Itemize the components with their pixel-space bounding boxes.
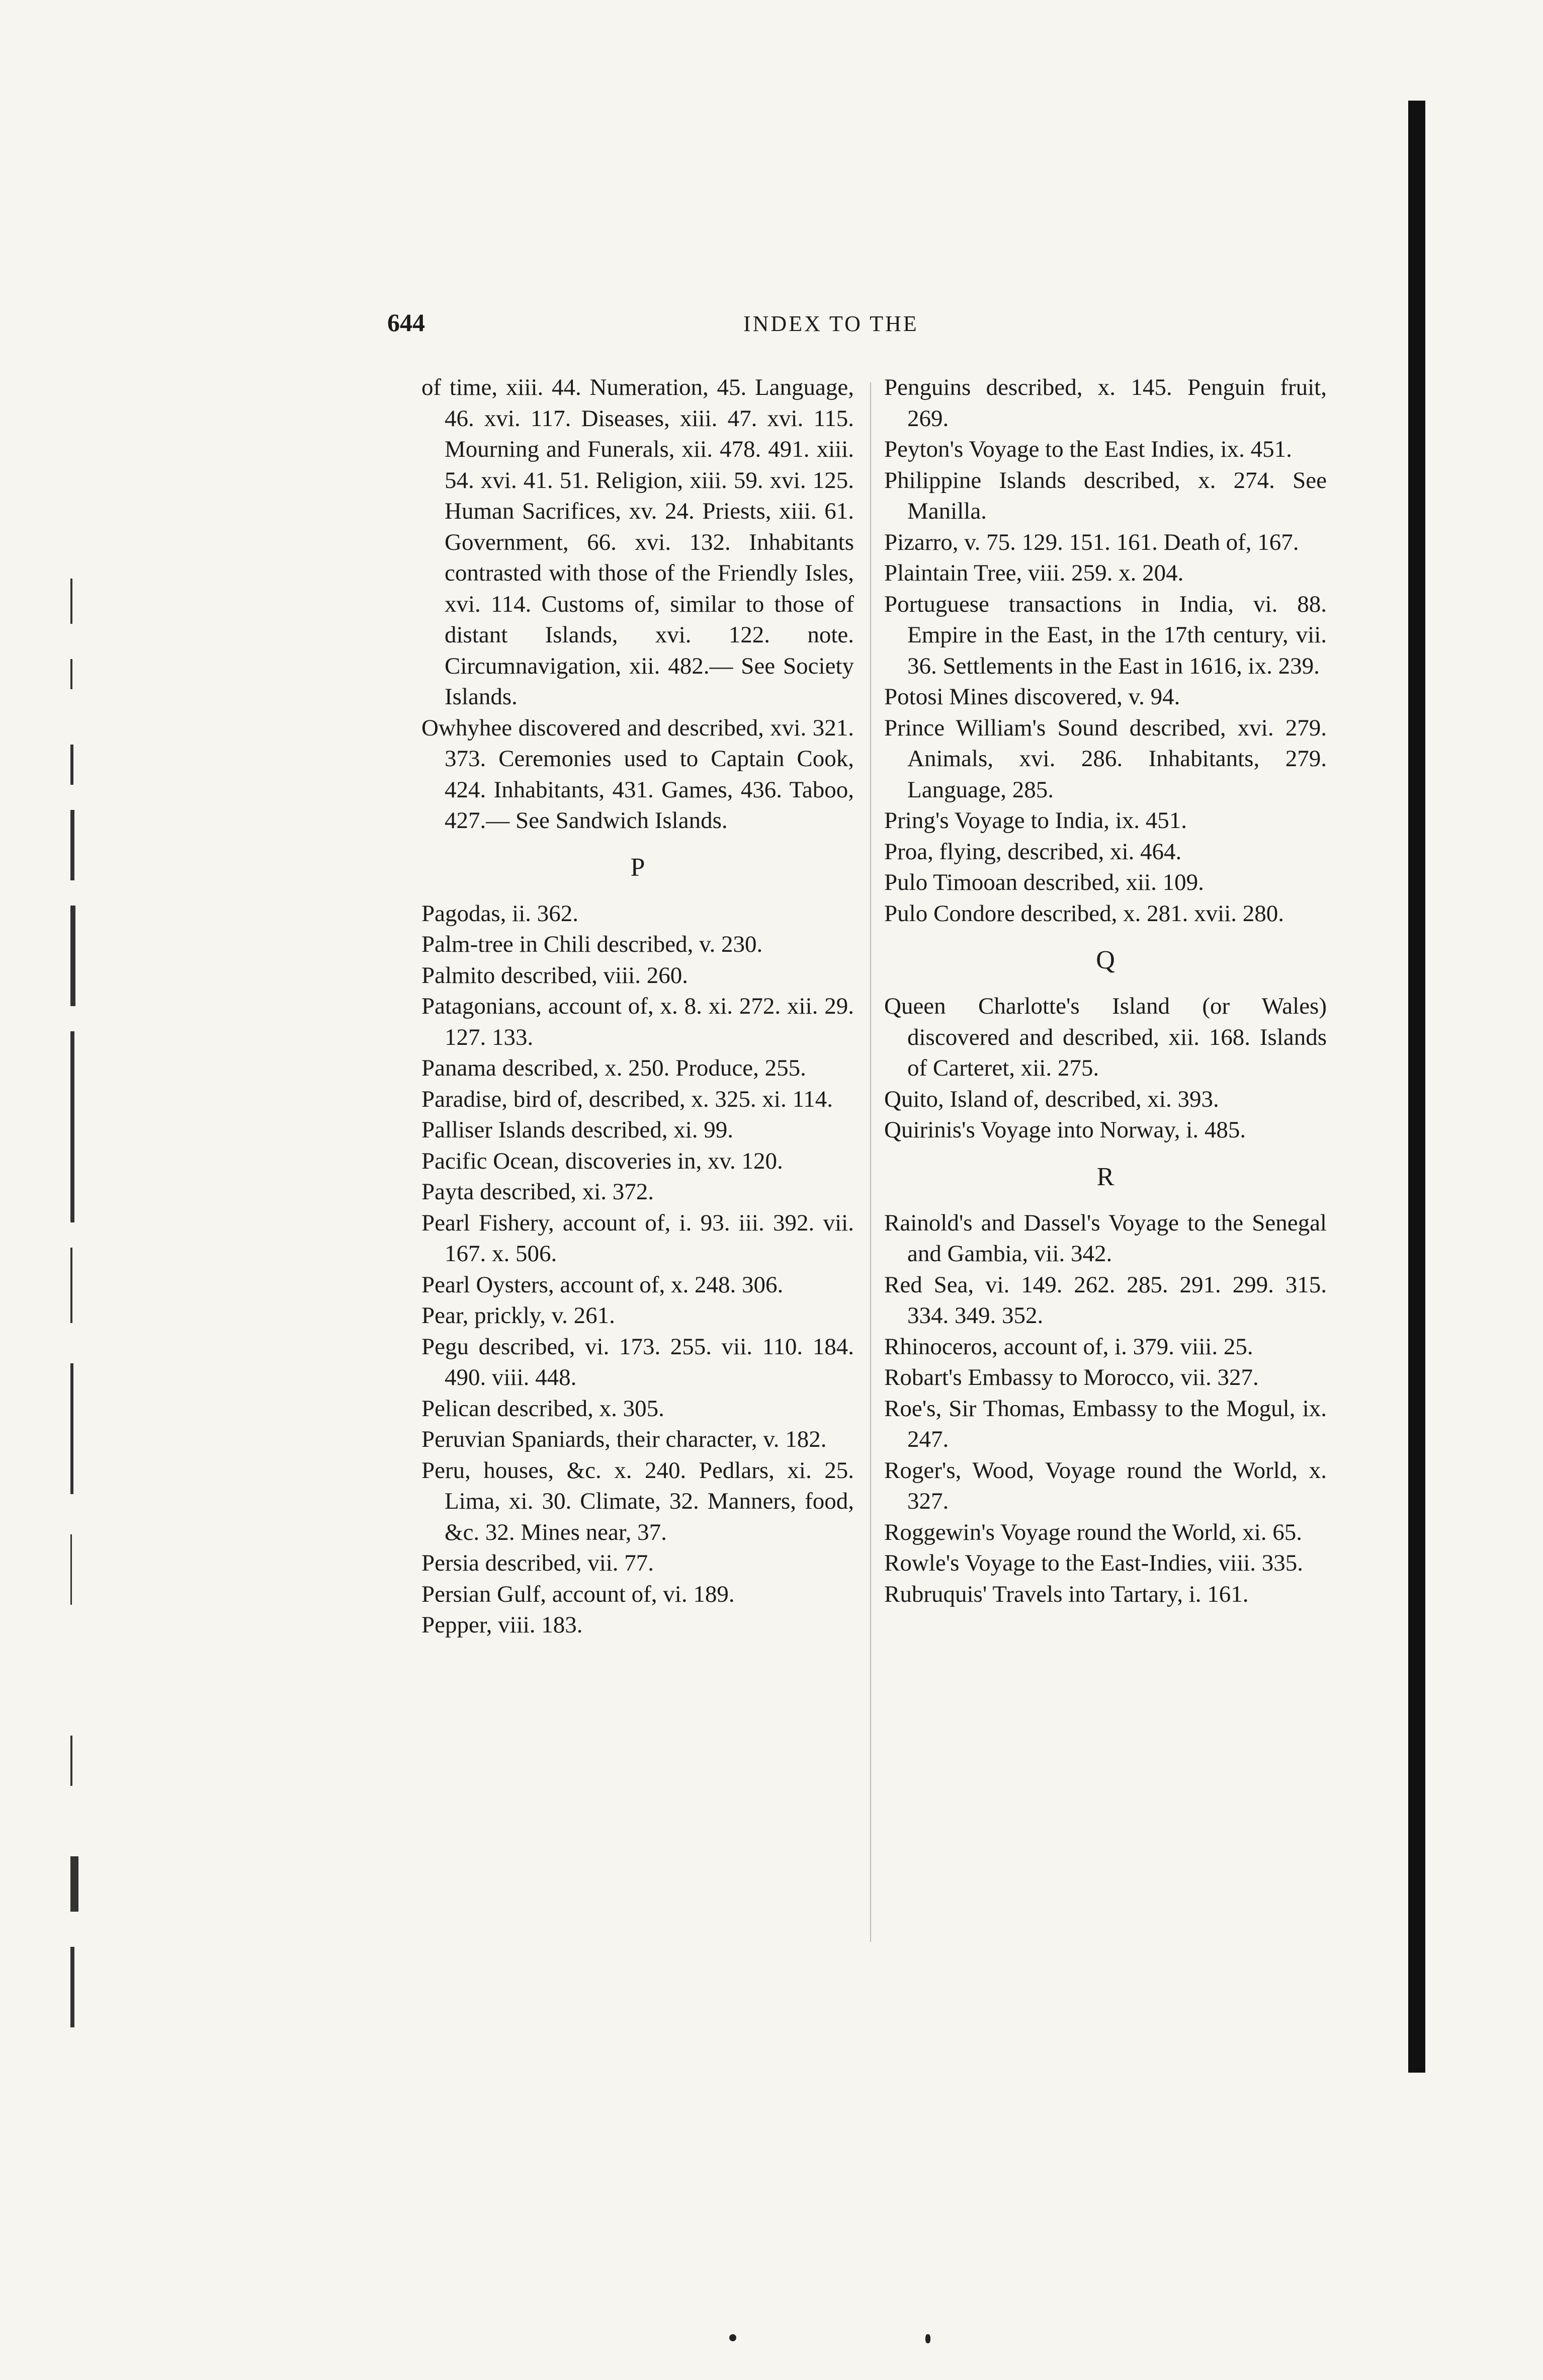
index-entry: Pearl Fishery, account of, i. 93. iii. 392. vii. 167. x. 506. bbox=[421, 1209, 854, 1267]
left-column bbox=[421, 372, 854, 1641]
running-head: INDEX TO THE bbox=[743, 311, 919, 336]
index-entry: Roger's, Wood, Voyage round the World, x. 327. bbox=[884, 1457, 1327, 1514]
index-entry: Roggewin's Voyage round the World, xi. 65. bbox=[884, 1519, 1303, 1545]
index-entry: Queen Charlotte's Island (or Wales) discovered and described, xii. 168. Islands of Carteret, xii. 275. bbox=[884, 993, 1327, 1081]
index-entry: Robart's Embassy to Morocco, vii. 327. bbox=[884, 1364, 1259, 1390]
index-entry: Pearl Oysters, account of, x. 248. 306. bbox=[421, 1271, 784, 1298]
index-entry: Roe's, Sir Thomas, Embassy to the Mogul, ix. 247. bbox=[884, 1395, 1327, 1452]
column-divider bbox=[870, 382, 871, 1942]
index-entry: Persian Gulf, account of, vi. 189. bbox=[421, 1581, 735, 1607]
index-entry: Panama described, x. 250. Produce, 255. bbox=[421, 1055, 806, 1081]
index-entry: Proa, flying, described, xi. 464. bbox=[884, 838, 1182, 865]
index-entry: Pring's Voyage to India, ix. 451. bbox=[884, 807, 1187, 834]
index-entry: Potosi Mines discovered, v. 94. bbox=[884, 684, 1180, 710]
section-letter: Q bbox=[1096, 946, 1115, 974]
index-entry: Owhyhee discovered and described, xvi. 321. 373. Ceremonies used to Captain Cook, 424. Inhabitants, 431. Games, 436. Taboo, 427.— See Sandwich Islands. bbox=[421, 714, 854, 834]
ink-spot bbox=[729, 2334, 736, 2341]
index-entry: of time, xiii. 44. Numeration, 45. Language, 46. xvi. 117. Diseases, xiii. 47. xvi. 115. Mourning and Funerals, xii. 478. 491. xiii. 54. xvi. 41. 51. Religion, xiii. 59. xvi. 125. Human Sacrifices, xv. 24. Priests, xiii. 61. Government, 66. xvi. 132. Inhabitants contrasted with those of the Friendly Isles, xvi. 114. Customs of, similar to those of distant Islands, xvi. 122. note. Circumnavigation, xii. 482.— See Society Islands. bbox=[421, 374, 854, 710]
index-entry: Red Sea, vi. 149. 262. 285. 291. 299. 315. 334. 349. 352. bbox=[884, 1271, 1327, 1329]
index-entry: Pulo Timooan described, xii. 109. bbox=[884, 869, 1204, 895]
index-entry: Peru, houses, &c. x. 240. Pedlars, xi. 25. Lima, xi. 30. Climate, 32. Manners, food, &c. 32. Mines near, 37. bbox=[421, 1457, 854, 1545]
section-letter: P bbox=[630, 853, 645, 882]
index-entry: Pepper, viii. 183. bbox=[421, 1612, 583, 1638]
index-entry: Pear, prickly, v. 261. bbox=[421, 1302, 615, 1329]
index-entry: Palliser Islands described, xi. 99. bbox=[421, 1117, 734, 1143]
ink-spot bbox=[925, 2334, 930, 2343]
index-entry: Philippine Islands described, x. 274. See Manilla. bbox=[884, 467, 1327, 524]
index-entry: Rainold's and Dassel's Voyage to the Senegal and Gambia, vii. 342. bbox=[884, 1209, 1327, 1267]
index-entry: Persia described, vii. 77. bbox=[421, 1550, 654, 1576]
index-entry: Palm-tree in Chili described, v. 230. bbox=[421, 931, 763, 957]
page-number: 644 bbox=[387, 308, 425, 337]
index-entry: Quirinis's Voyage into Norway, i. 485. bbox=[884, 1117, 1246, 1143]
index-entry: Pegu described, vi. 173. 255. vii. 110. 184. 490. viii. 448. bbox=[421, 1333, 854, 1390]
index-entry: Pizarro, v. 75. 129. 151. 161. Death of, 167. bbox=[884, 529, 1299, 555]
index-entry: Pacific Ocean, discoveries in, xv. 120. bbox=[421, 1147, 783, 1174]
index-entry: Patagonians, account of, x. 8. xi. 272. xii. 29. 127. 133. bbox=[421, 993, 854, 1050]
index-entry: Rubruquis' Travels into Tartary, i. 161. bbox=[884, 1581, 1249, 1607]
index-entry: Rowle's Voyage to the East-Indies, viii. 335. bbox=[884, 1550, 1304, 1576]
binding-edge-marks bbox=[70, 579, 85, 2163]
index-entry: Peyton's Voyage to the East Indies, ix. 451. bbox=[884, 436, 1292, 462]
index-entry: Paradise, bird of, described, x. 325. xi. 114. bbox=[421, 1086, 833, 1112]
index-entry: Prince William's Sound described, xvi. 279. Animals, xvi. 286. Inhabitants, 279. Language, 285. bbox=[884, 714, 1327, 803]
index-entry: Quito, Island of, described, xi. 393. bbox=[884, 1086, 1219, 1112]
index-entry: Palmito described, viii. 260. bbox=[421, 962, 688, 989]
page-edge-shadow bbox=[1408, 101, 1425, 2073]
index-entry: Pelican described, x. 305. bbox=[421, 1395, 664, 1422]
index-entry: Penguins described, x. 145. Penguin fruit, 269. bbox=[884, 374, 1327, 432]
index-entry: Plaintain Tree, viii. 259. x. 204. bbox=[884, 560, 1184, 586]
index-entry: Pulo Condore described, x. 281. xvii. 280. bbox=[884, 900, 1284, 927]
right-column bbox=[884, 372, 1327, 1610]
index-entry: Payta described, xi. 372. bbox=[421, 1179, 654, 1205]
index-entry: Pagodas, ii. 362. bbox=[421, 900, 579, 927]
index-entry: Portuguese transactions in India, vi. 88. Empire in the East, in the 17th century, vii. 36. Settlements in the East in 1616, ix. 239. bbox=[884, 591, 1327, 679]
index-entry: Rhinoceros, account of, i. 379. viii. 25. bbox=[884, 1333, 1253, 1360]
section-letter: R bbox=[1096, 1162, 1115, 1191]
index-entry: Peruvian Spaniards, their character, v. 182. bbox=[421, 1426, 827, 1452]
